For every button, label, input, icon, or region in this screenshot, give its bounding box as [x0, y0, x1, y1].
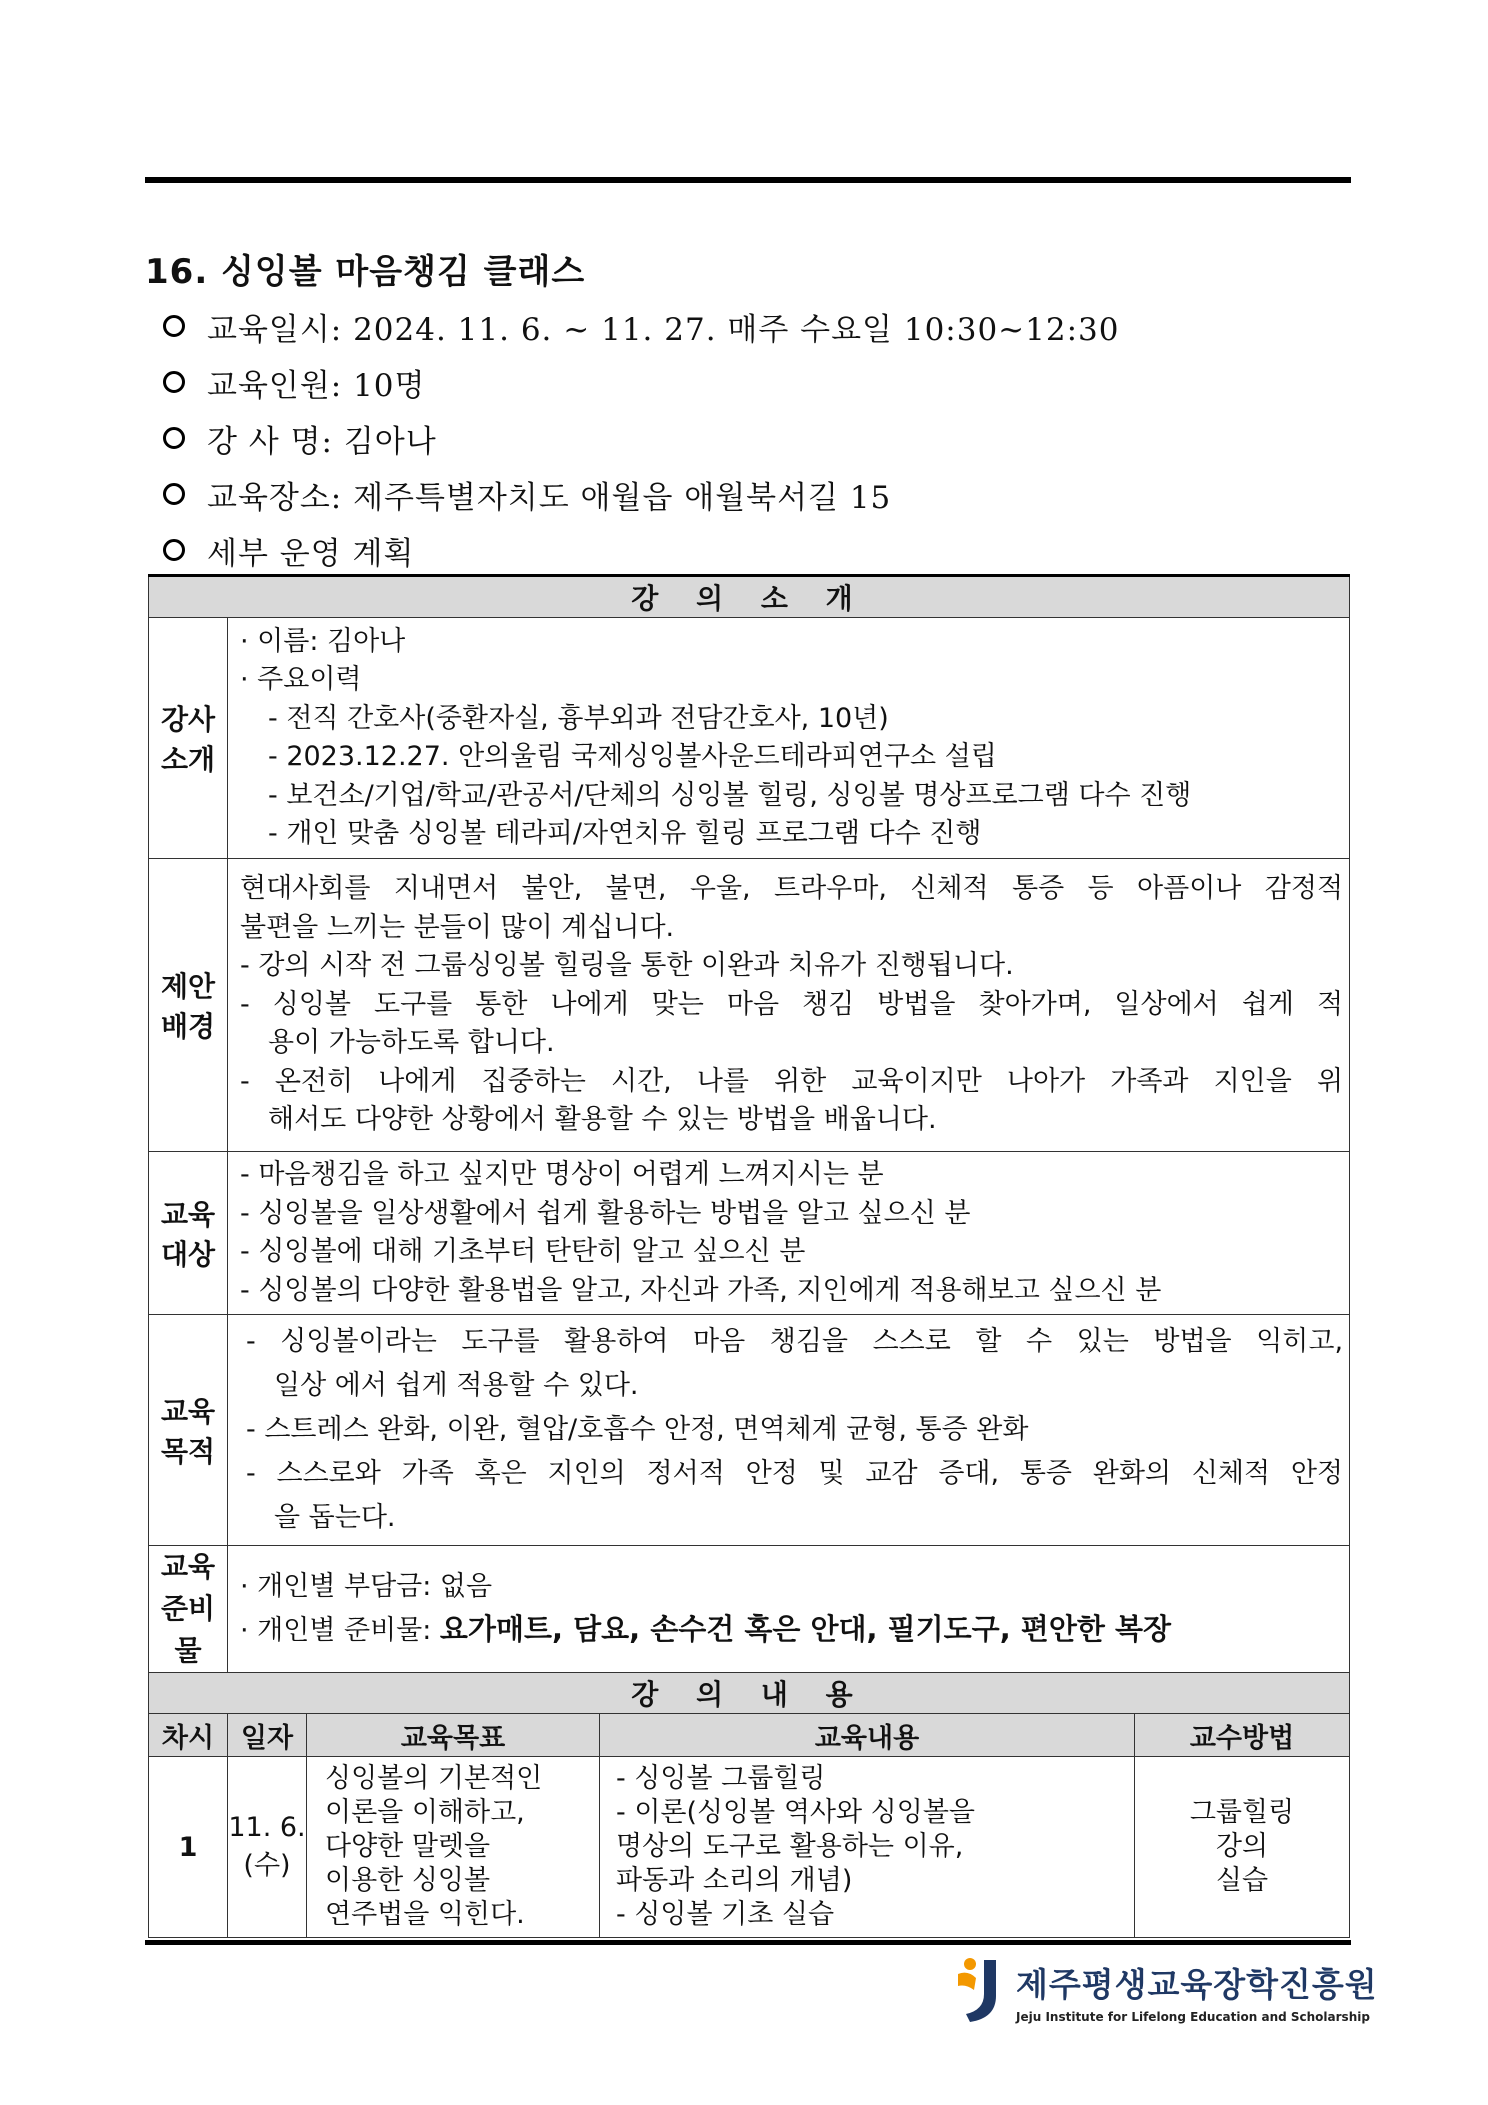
bullet-capacity: 교육인원: 10명 — [163, 354, 1120, 410]
circle-bullet-icon — [163, 427, 185, 449]
session-method: 그룹힐링 강의 실습 — [1135, 1757, 1350, 1938]
session-date: 11. 6.(수) — [228, 1757, 307, 1938]
target-row — [149, 1152, 1350, 1315]
instructor-row — [149, 618, 1350, 859]
bottom-rule — [145, 1940, 1351, 1945]
circle-bullet-icon — [163, 315, 185, 337]
col-method: 교수방법 — [1135, 1714, 1350, 1757]
col-content: 교육내용 — [600, 1714, 1135, 1757]
bullet-plan: 세부 운영 계획 — [163, 522, 1120, 578]
summary-bullets — [163, 298, 1120, 578]
col-date: 일자 — [228, 1714, 307, 1757]
intro-section-title: 강 의 소 개 — [149, 576, 1350, 618]
table-row — [149, 1757, 1350, 1938]
materials-content: · 개인별 부담금: 없음 · 개인별 준비물: 요가매트, 담요, 손수건 혹은 안대, 필기도구, 편안한 복장 — [228, 1546, 1350, 1673]
institute-logo-icon — [948, 1956, 1006, 2026]
goal-label: 교육목적 — [149, 1315, 228, 1546]
bullet-schedule: 교육일시: 2024. 11. 6. ~ 11. 27. 매주 수요일 10:30~12:30 — [163, 298, 1120, 354]
instructor-label: 강사소개 — [149, 618, 228, 859]
session-content: - 싱잉볼 그룹힐링 - 이론(싱잉볼 역사와 싱잉볼을 명상의 도구로 활용하는 이유, 파동과 소리의 개념) - 싱잉볼 기초 실습 — [600, 1757, 1135, 1938]
background-label: 제안배경 — [149, 859, 228, 1152]
footer-logo — [948, 1956, 1378, 2026]
bullet-location: 교육장소: 제주특별자치도 애월읍 애월북서길 15 — [163, 466, 1120, 522]
goal-row — [149, 1315, 1350, 1546]
session-goal: 싱잉볼의 기본적인 이론을 이해하고, 다양한 말렛을 이용한 싱잉볼 연주법을 익힌다. — [307, 1757, 600, 1938]
section-heading: 16. 싱잉볼 마음챙김 클래스 — [145, 252, 586, 292]
target-label: 교육대상 — [149, 1152, 228, 1315]
col-goal: 교육목표 — [307, 1714, 600, 1757]
top-rule — [145, 177, 1351, 183]
circle-bullet-icon — [163, 539, 185, 561]
session-number: 1 — [149, 1757, 228, 1938]
circle-bullet-icon — [163, 483, 185, 505]
plan-table — [148, 574, 1350, 1938]
materials-row — [149, 1546, 1350, 1673]
col-session: 차시 — [149, 1714, 228, 1757]
footer-org-name: 제주평생교육장학진흥원 Jeju Institute for Lifelong Education and Scholarship — [1016, 1964, 1378, 2024]
bullet-instructor: 강 사 명: 김아나 — [163, 410, 1120, 466]
background-row — [149, 859, 1350, 1152]
goal-content: - 싱잉볼이라는 도구를 활용하여 마음 챙김을 스스로 할 수 있는 방법을 익히고, 일상 에서 쉽게 적용할 수 있다. - 스트레스 완화, 이완, 혈압/호흡수 안정, 면역체계 균형, 통증 완화 - 스스로와 가족 혹은 지인의 정서적 안정 및 교감 증대, 통증 완화의 신체적 안정 을 돕는다. — [228, 1315, 1350, 1546]
content-section-title: 강 의 내 용 — [149, 1673, 1350, 1714]
materials-label: 교육 준비물 — [149, 1546, 228, 1673]
target-content: - 마음챙김을 하고 싶지만 명상이 어렵게 느껴지시는 분 - 싱잉볼을 일상생활에서 쉽게 활용하는 방법을 알고 싶으신 분 - 싱잉볼에 대해 기초부터 탄탄히 알고 싶으신 분 - 싱잉볼의 다양한 활용법을 알고, 자신과 가족, 지인에게 적용해보고 싶으신 분 — [228, 1152, 1350, 1315]
background-content: 현대사회를 지내면서 불안, 불면, 우울, 트라우마, 신체적 통증 등 아픔이나 감정적 불편을 느끼는 분들이 많이 계십니다. - 강의 시작 전 그룹싱잉볼 힐링을 통한 이완과 치유가 진행됩니다. - 싱잉볼 도구를 통한 나에게 맞는 마음 챙김 방법을 찾아가며, 일상에서 쉽게 적 용이 가능하도록 합니다. - 온전히 나에게 집중하는 시간, 나를 위한 교육이지만 나아가 가족과 지인을 위 해서도 다양한 상황에서 활용할 수 있는 방법을 배웁니다. — [228, 859, 1350, 1152]
content-header-row — [149, 1714, 1350, 1757]
instructor-content: · 이름: 김아나 · 주요이력 - 전직 간호사(중환자실, 흉부외과 전담간호사, 10년) - 2023.12.27. 안의울림 국제싱잉볼사운드테라피연구소 설립 - 보건소/기업/학교/관공서/단체의 싱잉볼 힐링, 싱잉볼 명상프로그램 다수 진행 - 개인 맞춤 싱잉볼 테라피/자연치유 힐링 프로그램 다수 진행 — [228, 618, 1350, 859]
circle-bullet-icon — [163, 371, 185, 393]
